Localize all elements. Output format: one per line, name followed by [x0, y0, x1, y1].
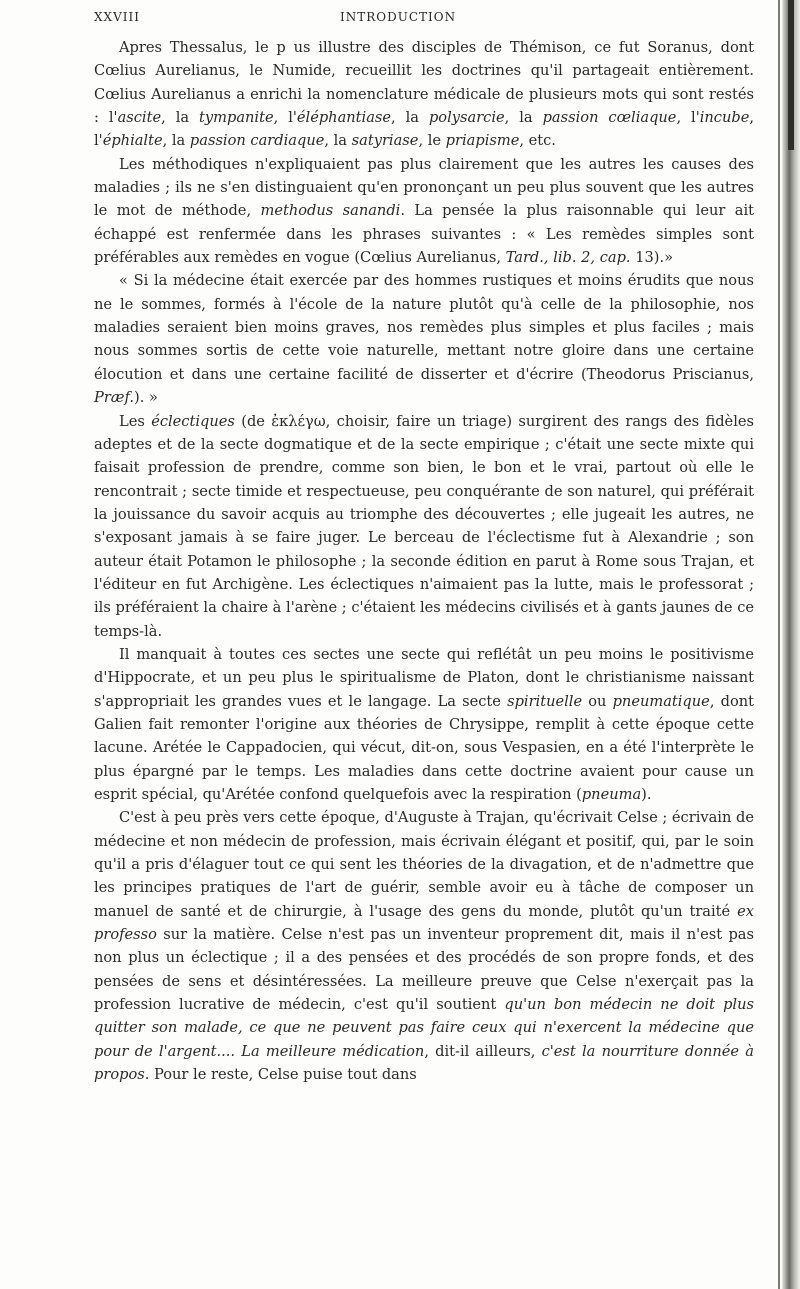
italic-term: Tard., lib. 2, cap. [505, 249, 631, 267]
text-run: 13).» [630, 249, 674, 267]
text-run: ou [582, 692, 613, 710]
italic-term: priapisme [445, 132, 520, 150]
text-run: ). » [134, 389, 158, 407]
text-run: , l' [94, 109, 754, 150]
italic-term: methodus sanandi [260, 202, 401, 220]
italic-term: satyriase [351, 132, 419, 150]
page-edge-line [778, 0, 780, 1289]
text-run: , la [324, 132, 352, 150]
italic-term: éclectiques [151, 412, 235, 430]
text-run: , dit-il ailleurs, [424, 1042, 542, 1060]
paragraph [94, 410, 754, 643]
text-run: Il manquait à toutes ces sectes une secte qui reflétât un peu moins le positivisme d'Hippocrate, et un peu plus le spiritualisme de Platon, dont le christianisme naissant s'appropriait les grandes vues et le langage. La secte [94, 645, 754, 710]
paragraph [94, 269, 754, 409]
text-run: , l' [273, 109, 297, 127]
binding-mark [788, 0, 794, 150]
text-run: , la [504, 109, 543, 127]
text-run: , dont Galien fait remonter l'origine aux théories de Chrysippe, remplit à cette époque cette lacune. Arétée le Cappadocien, qui vécut, dit-on, sous Vespasien, en a été l'interprète le plus épargné par le temps. Les maladies dans cette doctrine avaient pour cause un esprit spécial, qu'Arétée confond quelquefois avec la respiration ( [94, 692, 754, 803]
text-run: sur la matière. Celse n'est pas un inventeur proprement dit, mais il n'est pas non plus un éclectique ; il a des pensées et des procédés de son propre fonds, et des pensées de sens et désintéressées. La meilleure preuve que Celse n'exerçait pas la profession lucrative de médecin, c'est qu'il soutient [94, 926, 754, 1014]
italic-term: éphialte [102, 132, 163, 150]
text-run: (de ἐκλέγω, choisir, faire un triage) surgirent des rangs des fidèles adeptes et de la secte dogmatique et de la secte empirique ; c'était une secte mixte qui faisait profession de prendre, comme son bien, le bon et le vrai, partout où elle le rencontrait ; secte timide et respectueuse, peu conquérante de son naturel, qui préférait la jouissance du savoir acquis au triomphe des découvertes ; elle jugeait les autres, ne s'exposant jamais à se faire juger. Le berceau de l'éclectisme fut à Alexandrie ; son auteur était Potamon le philosophe ; la seconde édition en parut à Rome sous Trajan, et l'éditeur en fut Archigène. Les éclectiques n'aimaient pas la lutte, mais le professorat ; ils préféraient la chaire à l'arène ; c'étaient les médecins civilisés et à gants jaunes de ce temps-là. [94, 412, 754, 640]
italic-term: spirituelle [507, 692, 583, 710]
italic-term: éléphantiase [296, 109, 392, 127]
italic-term: pneuma [581, 786, 642, 803]
italic-term: c'est la nourriture donnée à propos [94, 1042, 754, 1084]
italic-term: ascite [117, 109, 162, 127]
italic-term: incube [699, 109, 750, 127]
text-run: . La pensée la plus raisonnable qui leur ait échappé est renfermée dans les phrases suivantes : « Les remèdes simples sont préférables aux remèdes en vogue (Cœlius Aurelianus, [94, 202, 754, 267]
text-run: , la [162, 132, 190, 150]
paragraph [94, 153, 754, 270]
paragraph [94, 643, 754, 806]
page-number: XXVIII [94, 10, 140, 24]
text-run: , la [161, 109, 200, 127]
page-gutter-shadow [782, 0, 800, 1289]
text-run: Apres Thessalus, le p us illustre des disciples de Thémison, ce fut Soranus, dont Cœlius Aurelianus, le Numide, recueillit les doctrines qu'il partageait entièrement. Cœlius Aurelianus a enrichi la nomenclature médicale de plusieurs mots qui sont restés : l' [94, 39, 754, 127]
paragraph [94, 36, 754, 153]
text-run: , etc. [519, 132, 556, 150]
text-run: ). [641, 786, 652, 803]
italic-term: passion cœliaque [542, 109, 677, 127]
page-header [94, 10, 754, 34]
text-run: Les [119, 412, 152, 430]
italic-term: tympanite [199, 109, 274, 127]
italic-term: Præf. [94, 389, 135, 407]
text-run: , l' [676, 109, 700, 127]
italic-term: qu'un bon médecin ne doit plus quitter son malade, ce que ne peuvent pas faire ceux qui n'exercent la médecine que pour de l'argent.... La meilleure médication [94, 996, 754, 1060]
text-run: , la [391, 109, 429, 127]
italic-term: polysarcie [428, 109, 505, 127]
text-run: « Si la médecine était exercée par des hommes rustiques et moins érudits que nous ne le sommes, formés à l'école de la nature plutôt qu'à celle de la philosophie, nos maladies seraient bien moins graves, nos remèdes plus simples et plus faciles ; mais nous sommes sortis de cette voie naturelle, mettant notre gloire dans une certaine élocution et dans une certaine facilité de disserter et d'écrire (Theodorus Priscianus, [94, 272, 754, 383]
body-text [94, 36, 754, 1086]
text-run: C'est à peu près vers cette époque, d'Auguste à Trajan, qu'écrivait Celse ; écrivain de médecine et non médecin de profession, mais écrivain élégant et positif, qui, par le soin qu'il a pris d'élaguer tout ce qui sent les théories de la divagation, et de n'admettre que les principes pratiques de l'art de guérir, semble avoir eu à tâche de composer un manuel de santé et de chirurgie, à l'usage des gens du monde, plutôt qu'un traité [94, 809, 754, 920]
running-title: INTRODUCTION [340, 10, 457, 24]
italic-term: passion cardiaque [189, 132, 325, 150]
italic-term: ex professo [94, 902, 754, 944]
paragraph [94, 806, 754, 1086]
italic-term: pneumatique [612, 692, 710, 710]
text-run: , le [418, 132, 446, 150]
text-run: Les méthodiques n'expliquaient pas plus clairement que les autres les causes des maladies ; ils ne s'en distinguaient qu'en prononçant un peu plus souvent que les autres le mot de méthode, [94, 155, 754, 220]
text-run: . Pour le reste, Celse puise tout dans [144, 1066, 417, 1084]
